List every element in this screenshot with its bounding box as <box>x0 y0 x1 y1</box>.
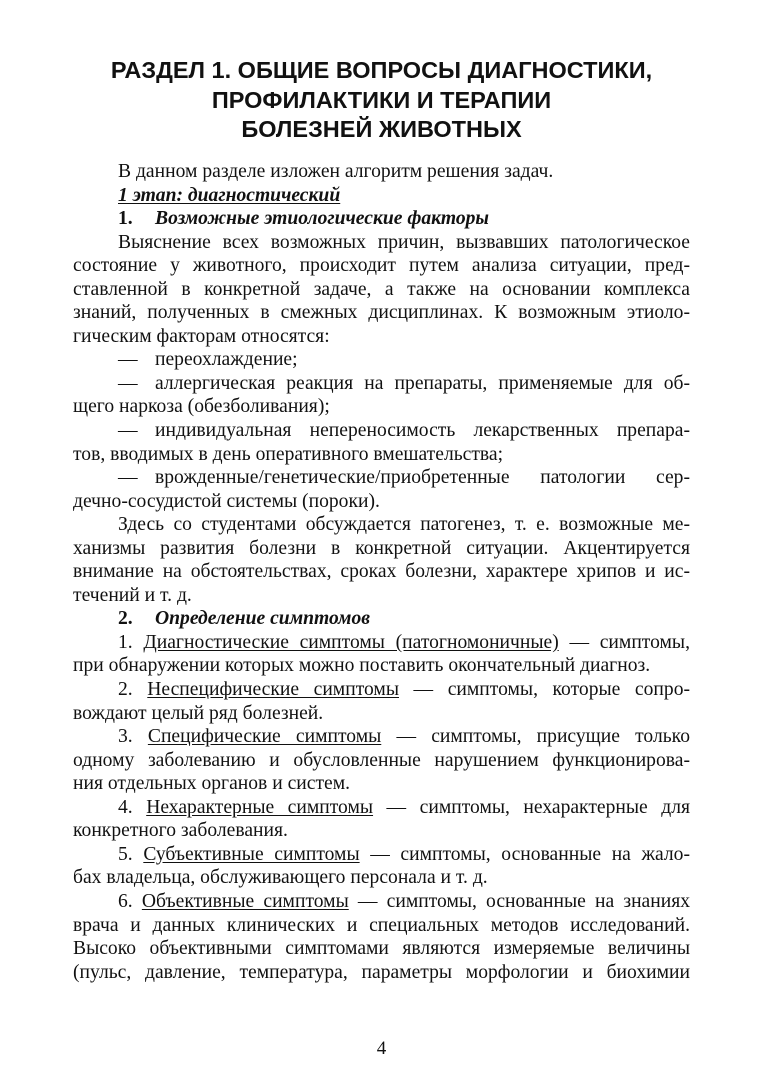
text-line <box>73 184 690 208</box>
text-span: Здесь со студентами обсуждается патогенез, т. е. возможные ме- <box>118 514 690 536</box>
text-line <box>73 843 690 867</box>
text-span: 5. <box>118 843 144 865</box>
list-dash: — <box>118 467 138 489</box>
text-span: аллергическая реакция на препараты, применяемые для об- <box>155 372 690 394</box>
list-dash: — <box>118 420 138 442</box>
text-line <box>73 513 690 537</box>
text-span: — симптомы, нехарактерные для <box>373 796 690 818</box>
text-span: одному заболеванию и обусловленные нарушением функционирова- <box>73 749 690 771</box>
text-span: — симптомы, которые сопро- <box>399 679 691 701</box>
page-number: 4 <box>376 1038 387 1059</box>
text-span: гическим факторам относятся: <box>73 325 330 347</box>
section-title <box>0 56 763 145</box>
list-dash: — <box>118 372 138 394</box>
text-span: (пульс, давление, температура, параметры морфологии и биохимии <box>73 961 690 983</box>
text-line <box>73 395 690 419</box>
text-span: вождают целый ряд болезней. <box>73 702 324 724</box>
text-span: знаний, полученных в смежных дисциплинах. К возможным этиоло- <box>73 302 690 324</box>
text-line <box>73 254 690 278</box>
text-span: при обнаружении которых можно поставить окончательный диагноз. <box>73 655 651 677</box>
text-line <box>73 207 690 231</box>
text-span: ния отдельных органов и систем. <box>73 773 351 795</box>
text-span: конкретного заболевания. <box>73 820 288 842</box>
text-span: переохлаждение; <box>155 349 298 371</box>
text-line <box>73 961 690 985</box>
text-line <box>73 725 690 749</box>
text-line <box>73 584 690 608</box>
heading-number: 1. <box>118 208 133 230</box>
text-line <box>73 914 690 938</box>
underlined-term: Объективные симптомы <box>141 890 349 912</box>
text-span: врожденные/генетические/приобретенные патологии сер- <box>155 467 690 489</box>
text-span: дечно-сосудистой системы (пороки). <box>73 490 380 512</box>
title-line: РАЗДЕЛ 1. ОБЩИЕ ВОПРОСЫ ДИАГНОСТИКИ, <box>110 57 653 83</box>
subsection-heading: Определение симптомов <box>155 608 371 630</box>
text-line <box>73 702 690 726</box>
body-text <box>73 160 690 984</box>
text-line <box>73 231 690 255</box>
text-span: Выяснение всех возможных причин, вызвавших патологическое <box>118 231 690 253</box>
text-line <box>73 537 690 561</box>
text-span: бах владельца, обслуживающего персонала и т. д. <box>73 867 488 889</box>
text-line <box>73 937 690 961</box>
text-span: 6. <box>118 890 142 912</box>
text-line <box>73 348 690 372</box>
text-span: врача и данных клинических и специальных методов исследований. <box>73 914 690 936</box>
text-line <box>73 607 690 631</box>
text-span: — симптомы, основанные на знаниях <box>348 890 691 912</box>
text-line <box>73 678 690 702</box>
text-line <box>73 560 690 584</box>
text-line <box>73 890 690 914</box>
text-span: 4. <box>118 796 147 818</box>
text-span: — симптомы, основанные на жало- <box>359 843 690 865</box>
underlined-term: Неспецифические симптомы <box>147 679 399 701</box>
text-span: 1. <box>118 631 144 653</box>
stage-heading: 1 этап: диагностический <box>118 184 341 206</box>
text-span: — симптомы, <box>558 631 690 653</box>
underlined-term: Специфические симптомы <box>147 726 382 748</box>
text-line <box>73 466 690 490</box>
text-line <box>73 278 690 302</box>
text-span: тов, вводимых в день оперативного вмешательства; <box>73 443 504 465</box>
underlined-term: Нехарактерные симптомы <box>146 796 374 818</box>
text-span: течений и т. д. <box>73 584 192 606</box>
text-line <box>73 325 690 349</box>
text-span: индивидуальная непереносимость лекарственных препара- <box>155 420 690 442</box>
underlined-term: Субъективные симптомы <box>143 843 360 865</box>
text-line <box>73 301 690 325</box>
text-span: 3. <box>118 726 148 748</box>
text-span: Высоко объективными симптомами являются измеряемые величины <box>73 938 690 960</box>
text-line <box>73 819 690 843</box>
text-span: ханизмы развития болезни в конкретной ситуации. Акцентируется <box>73 537 690 559</box>
text-span: щего наркоза (обезболивания); <box>73 396 330 418</box>
text-span: ставленной в конкретной задаче, а также на основании комплекса <box>73 278 690 300</box>
underlined-term: Диагностические симптомы (патогномоничные) <box>143 631 559 653</box>
text-line <box>73 160 690 184</box>
text-line <box>73 654 690 678</box>
text-line <box>73 372 690 396</box>
text-line <box>73 749 690 773</box>
text-line <box>73 631 690 655</box>
text-span: состояние у животного, происходит путем анализа ситуации, пред- <box>73 255 690 277</box>
text-line <box>73 772 690 796</box>
title-line: БОЛЕЗНЕЙ ЖИВОТНЫХ <box>241 116 522 142</box>
text-line <box>73 796 690 820</box>
list-dash: — <box>118 349 138 371</box>
text-span: — симптомы, присущие только <box>381 726 690 748</box>
text-span: 2. <box>118 679 148 701</box>
text-line <box>73 490 690 514</box>
text-line <box>73 419 690 443</box>
subsection-heading: Возможные этиологические факторы <box>155 208 490 230</box>
heading-number: 2. <box>118 608 133 630</box>
text-span: внимание на обстоятельствах, сроках болезни, характере хрипов и ис- <box>73 561 690 583</box>
text-line <box>73 443 690 467</box>
title-line: ПРОФИЛАКТИКИ И ТЕРАПИИ <box>211 86 552 113</box>
text-span: В данном разделе изложен алгоритм решения задач. <box>118 161 554 182</box>
text-line <box>73 866 690 890</box>
